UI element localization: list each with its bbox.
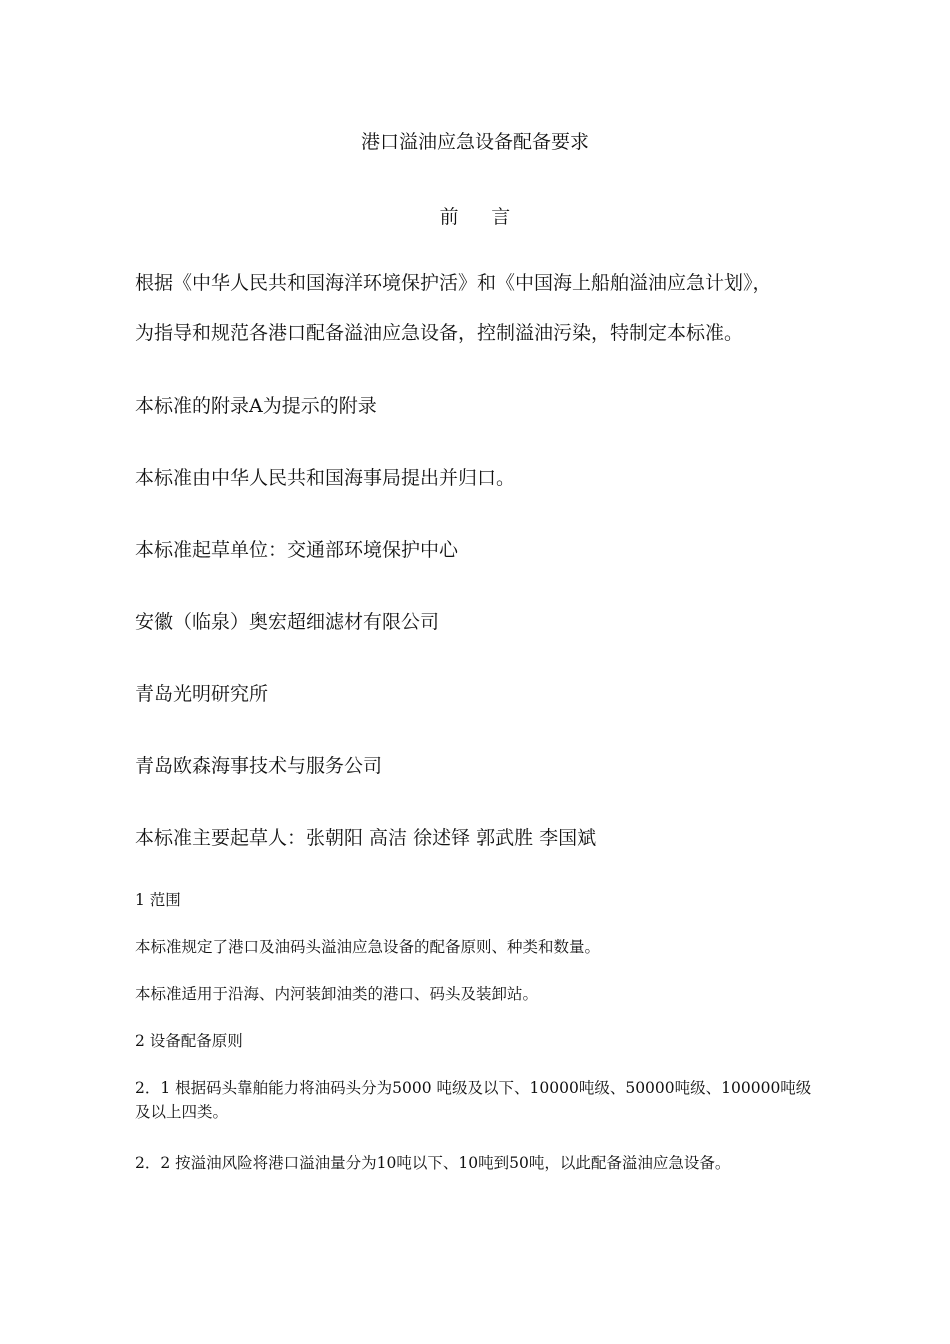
- clause-2-2: 2．2 按溢油风险将港口溢油量分为10吨以下、10吨到50吨，以此配备溢油应急设备。: [135, 1154, 731, 1172]
- section-1-heading: 1 范围: [135, 891, 181, 909]
- drafting-unit-3: 青岛光明研究所: [135, 683, 269, 705]
- drafting-unit-2: 安徽（临泉）奥宏超细滤材有限公司: [135, 611, 440, 633]
- scope-paragraph-1: 本标准规定了港口及油码头溢油应急设备的配备原则、种类和数量。: [135, 938, 601, 956]
- foreword-heading: 前 言: [439, 206, 524, 228]
- document-title: 港口溢油应急设备配备要求: [360, 131, 589, 153]
- section-2-heading: 2 设备配备原则: [135, 1032, 243, 1050]
- clause-2-1: 2．1 根据码头靠舶能力将油码头分为5000 吨级及以下、10000吨级、50000吨级、100000吨级及以上四类。: [135, 1079, 812, 1121]
- foreword-paragraph-line-1: 根据《中华人民共和国海洋环境保护活》和《中国海上船舶溢油应急计划》，: [135, 272, 772, 294]
- scope-paragraph-2: 本标准适用于沿海、内河装卸油类的港口、码头及装卸站。: [135, 985, 539, 1003]
- appendix-note: 本标准的附录A为提示的附录: [135, 395, 377, 417]
- proposer-note: 本标准由中华人民共和国海事局提出并归口。: [135, 467, 516, 489]
- foreword-paragraph-line-2: 为指导和规范各港口配备溢油应急设备，控制溢油污染，特制定本标准。: [135, 322, 744, 344]
- drafting-unit: 本标准起草单位：交通部环境保护中心: [135, 539, 459, 561]
- main-drafters: 本标准主要起草人：张朝阳 高洁 徐述铎 郭武胜 李国斌: [135, 827, 597, 849]
- drafting-unit-4: 青岛欧森海事技术与服务公司: [135, 755, 383, 777]
